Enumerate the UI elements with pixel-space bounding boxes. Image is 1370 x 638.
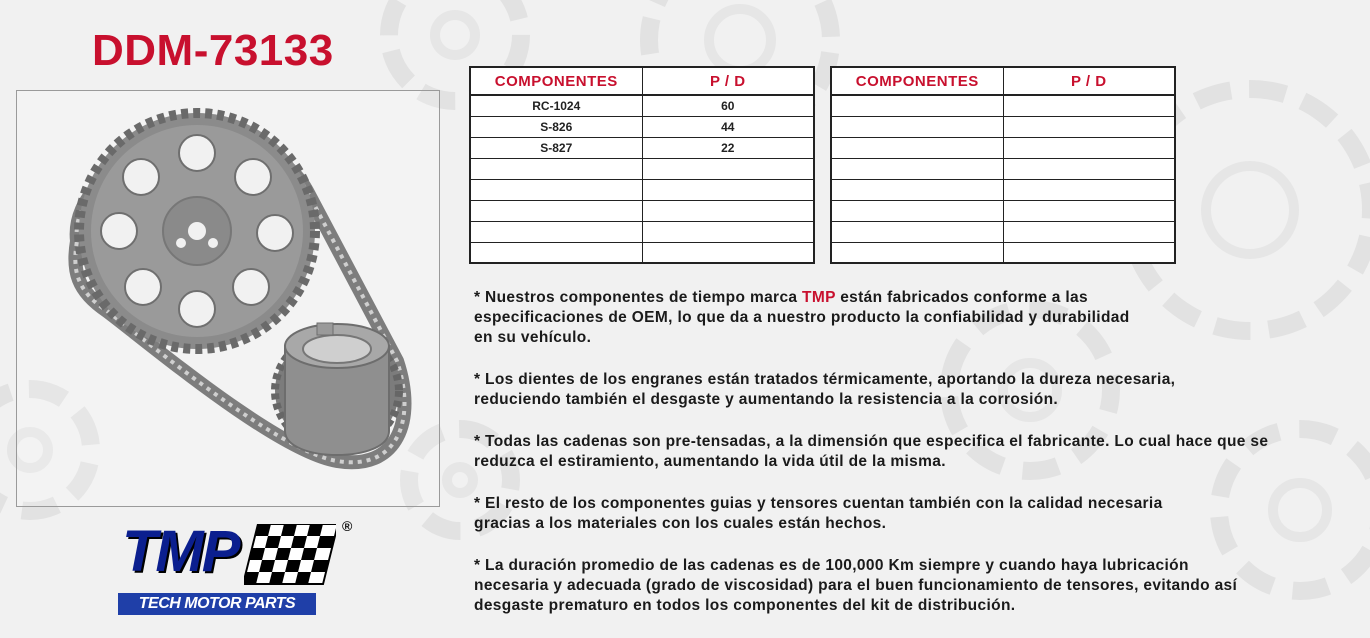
pd-cell	[642, 179, 814, 200]
components-table-left	[469, 66, 815, 264]
table-row	[831, 221, 1175, 242]
component-cell	[831, 116, 1003, 137]
note-text: están fabricados conforme a las especificaciones de OEM, lo que da a nuestro producto la confiabilidad y durabilidad en su vehículo.	[474, 289, 1130, 346]
table-row	[470, 200, 814, 221]
component-cell	[470, 242, 642, 263]
component-cell	[470, 158, 642, 179]
table-header-row	[831, 67, 1175, 95]
component-cell	[831, 221, 1003, 242]
note-text: * Nuestros componentes de tiempo marca	[474, 289, 803, 306]
table-row	[831, 116, 1175, 137]
pd-cell	[642, 200, 814, 221]
pd-cell	[1003, 158, 1175, 179]
registered-mark: ®	[342, 518, 353, 534]
table-row	[831, 179, 1175, 200]
product-photo	[16, 90, 440, 507]
pd-cell	[1003, 95, 1175, 116]
table-row	[470, 179, 814, 200]
column-header-pd: P / D	[1003, 67, 1175, 95]
note-chain-lifespan: * La duración promedio de las cadenas es de 100,000 Km siempre y cuando haya lubricación necesaria y adecuada (grado de viscosidad) para el buen funcionamiento de tensores, evitando así desgaste prematuro en todos los componentes del kit de distribución.	[474, 557, 1238, 614]
table-row	[831, 137, 1175, 158]
pd-cell: 22	[642, 137, 814, 158]
note-oem-specs	[474, 288, 1364, 348]
component-cell	[831, 200, 1003, 221]
table-row	[831, 242, 1175, 263]
logo-wordmark: TMP	[122, 519, 239, 584]
note-guides-tensioners: * El resto de los componentes guias y tensores cuentan también con la calidad necesaria gracias a los materiales con los cuales están hechos.	[474, 495, 1163, 532]
pd-cell	[1003, 221, 1175, 242]
pd-cell	[1003, 242, 1175, 263]
pd-cell: 60	[642, 95, 814, 116]
component-cell	[831, 95, 1003, 116]
checkered-flag-icon	[244, 524, 336, 588]
components-table-right	[830, 66, 1176, 264]
product-notes	[474, 288, 1364, 638]
pd-cell	[1003, 179, 1175, 200]
component-cell	[470, 200, 642, 221]
component-cell	[470, 179, 642, 200]
table-row	[470, 221, 814, 242]
column-header-componentes: COMPONENTES	[831, 67, 1003, 95]
pd-cell: 44	[642, 116, 814, 137]
table-row	[470, 137, 814, 158]
pd-cell	[1003, 137, 1175, 158]
logo-tagline: TECH MOTOR PARTS	[118, 593, 316, 615]
brand-name: TMP	[802, 289, 836, 306]
component-cell	[470, 221, 642, 242]
component-cell	[831, 158, 1003, 179]
table-row	[470, 116, 814, 137]
component-cell: S-826	[470, 116, 642, 137]
pd-cell	[642, 221, 814, 242]
table-row	[831, 200, 1175, 221]
product-code-title: DDM-73133	[92, 26, 334, 75]
component-cell: RC-1024	[470, 95, 642, 116]
column-header-componentes: COMPONENTES	[470, 67, 642, 95]
pd-cell	[642, 158, 814, 179]
pd-cell	[1003, 116, 1175, 137]
component-cell	[831, 137, 1003, 158]
pd-cell	[642, 242, 814, 263]
note-heat-treated-teeth: * Los dientes de los engranes están tratados térmicamente, aportando la dureza necesaria, reduciendo también el desgaste y aumentando la resistencia a la corrosión.	[474, 371, 1176, 408]
table-row	[470, 95, 814, 116]
table-header-row	[470, 67, 814, 95]
pd-cell	[1003, 200, 1175, 221]
table-row	[470, 242, 814, 263]
tmp-logo	[118, 518, 358, 618]
table-row	[470, 158, 814, 179]
table-row	[831, 158, 1175, 179]
component-cell	[831, 242, 1003, 263]
component-cell: S-827	[470, 137, 642, 158]
component-cell	[831, 179, 1003, 200]
table-row	[831, 95, 1175, 116]
timing-chain-kit-illustration	[17, 91, 439, 506]
note-pretensioned-chains: * Todas las cadenas son pre-tensadas, a la dimensión que especifica el fabricante. Lo cual hace que se reduzca el estiramiento, aumentando la vida útil de la misma.	[474, 433, 1269, 470]
column-header-pd: P / D	[642, 67, 814, 95]
